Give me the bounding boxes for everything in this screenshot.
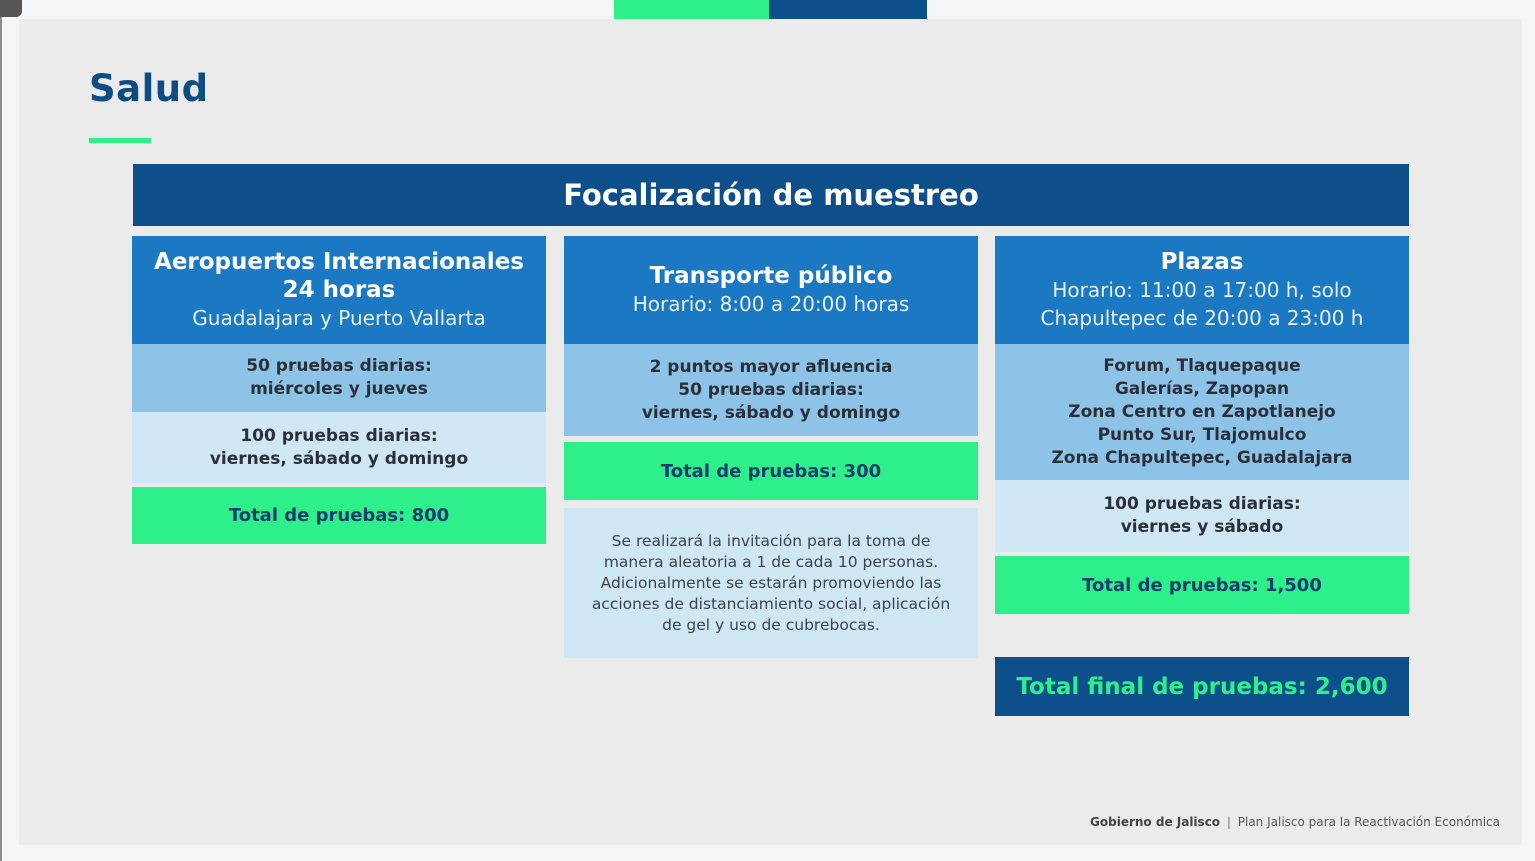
row-text: Galerías, Zapopan [1114,378,1290,399]
total-badge: Total de pruebas: 800 [132,487,546,544]
row-text: Forum, Tlaquepaque [1103,355,1301,376]
header-subtitle: Horario: 11:00 a 17:00 h, solo [1052,278,1352,302]
row-text: 100 pruebas diarias: [240,425,438,446]
locations-row [995,344,1409,480]
tests-row [132,412,546,483]
note-line: acciones de distanciamiento social, aplicación [591,594,951,613]
total-badge: Total de pruebas: 1,500 [995,556,1409,614]
row-text: Punto Sur, Tlajomulco [1097,424,1307,445]
title-underline [89,138,151,143]
section-banner: Focalización de muestreo [133,164,1409,226]
footer-plan: Plan Jalisco para la Reactivación Económica [1237,815,1500,829]
row-text: viernes y sábado [1120,517,1284,537]
row-text: 2 puntos mayor afluencia [649,356,893,377]
footer-separator: | [1226,815,1231,829]
tests-row [995,480,1409,552]
column-header [995,236,1409,344]
total-badge: Total de pruebas: 300 [564,442,978,500]
column-airports [132,236,546,544]
window-edge [0,17,2,861]
column-transport [564,236,978,658]
header-subtitle: Horario: 8:00 a 20:00 horas [632,292,910,316]
row-text: 50 pruebas diarias: [246,356,432,376]
row-text: Zona Chapultepec, Guadalajara [1051,447,1353,468]
header-title: Aeropuertos Internacionales [154,249,524,275]
column-plazas [995,236,1409,614]
header-subtitle: Chapultepec de 20:00 a 23:00 h [1040,306,1364,330]
row-text: viernes, sábado y domingo [641,402,901,423]
column-header [564,236,978,344]
header-title: Plazas [1160,249,1244,275]
row-text: Zona Centro en Zapotlanejo [1068,401,1336,422]
row-text: miércoles y jueves [250,379,428,399]
note-line: Se realizará la invitación para la toma de [611,531,931,550]
tests-row [132,344,546,412]
tests-row [564,344,978,436]
top-accent-green [614,0,769,19]
row-text: 100 pruebas diarias: [1103,494,1301,514]
row-text: viernes, sábado y domingo [209,448,469,469]
note-box [564,508,978,658]
header-title: 24 horas [282,277,396,303]
final-total-badge: Total final de pruebas: 2,600 [995,657,1409,716]
note-line: Adicionalmente se estarán promoviendo las [600,573,942,592]
note-line: manera aleatoria a 1 de cada 10 personas. [603,552,939,571]
page-title: Salud [89,67,209,110]
top-accent-blue [769,0,927,19]
header-title: Transporte público [649,263,893,289]
footer-org: Gobierno de Jalisco [1090,815,1221,829]
footer [1090,815,1500,829]
row-text: 50 pruebas diarias: [678,379,864,400]
note-line: de gel y uso de cubrebocas. [662,615,880,634]
window-corner [0,0,22,17]
header-subtitle: Guadalajara y Puerto Vallarta [192,306,486,330]
column-header [132,236,546,344]
slide [19,19,1522,845]
